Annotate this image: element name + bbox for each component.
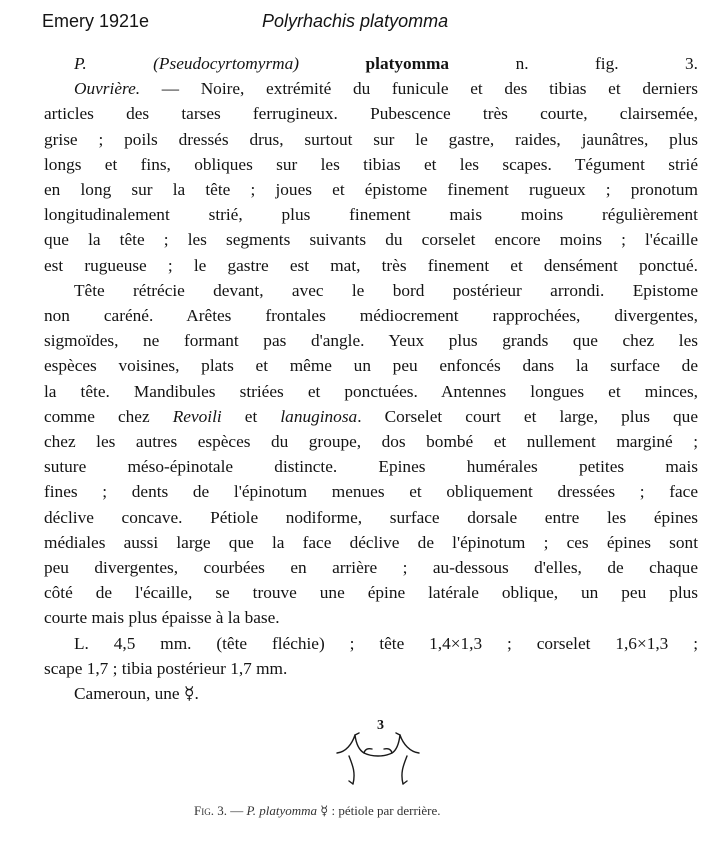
text-line: la tête. Mandibules striées et ponctuées. Antennes longues et minces, bbox=[44, 381, 698, 401]
text-line: côté de l'écaille, se trouve une épine latérale oblique, un peu plus bbox=[44, 583, 698, 603]
species-name: platyomma bbox=[365, 54, 450, 73]
line-fragment: comme chez bbox=[44, 406, 173, 426]
text-line: suture méso-épinotale distincte. Epines humérales petites mais bbox=[44, 457, 698, 477]
text-line: non caréné. Arêtes frontales médiocrement rapprochées, divergentes, bbox=[44, 306, 698, 326]
text-line: espèces voisines, plats et même un peu enfoncés dans la surface de bbox=[44, 356, 698, 376]
text-line: articles des tarses ferrugineux. Pubescence très courte, clairsemée, bbox=[44, 104, 698, 124]
measurements-line: L. 4,5 mm. (tête fléchie) ; tête 1,4×1,3 ; corselet 1,6×1,3 ; bbox=[74, 633, 698, 653]
text-line: longs et fins, obliques sur les tibias et les scapes. Tégument strié bbox=[44, 154, 698, 174]
text-line: peu divergentes, courbées en arrière ; au-dessous d'elles, de chaque bbox=[44, 558, 698, 578]
caption-dash: — bbox=[226, 803, 247, 818]
body-text bbox=[44, 51, 698, 706]
figure-number: 3 bbox=[377, 718, 384, 733]
running-header-author: Emery 1921e bbox=[42, 11, 150, 31]
text-line bbox=[44, 404, 698, 429]
line-fragment: — Noire, extrémité du funicule et des tibias et derniers bbox=[140, 79, 698, 99]
measurements-line: scape 1,7 ; tibia postérieur 1,7 mm. bbox=[44, 658, 288, 678]
caption-fig: Fig. 3. bbox=[194, 803, 227, 818]
subgenus: (Pseudocyrtomyrma) bbox=[153, 54, 300, 73]
species-ref-lanuginosa: lanuginosa bbox=[280, 406, 358, 426]
text-line: médiales aussi large que la face déclive de l'épinotum ; ces épines sont bbox=[44, 532, 698, 552]
text-line: chez les autres espèces du groupe, dos bombé et nullement marginé ; bbox=[44, 432, 698, 452]
line-fragment: et bbox=[221, 406, 281, 426]
species-ref-revoili: Revoili bbox=[172, 406, 222, 426]
species-heading bbox=[44, 51, 698, 76]
locality-line: Cameroun, une ☿. bbox=[74, 684, 199, 704]
text-line: courte mais plus épaisse à la base. bbox=[44, 608, 280, 628]
text-line: déclive concave. Pétiole nodiforme, surface dorsale entre les épines bbox=[44, 507, 698, 527]
petiole-figure bbox=[328, 730, 428, 790]
text-line: en long sur la tête ; joues et épistome finement rugueux ; pronotum bbox=[44, 180, 698, 200]
text-line: que la tête ; les segments suivants du corselet encore moins ; l'écaille bbox=[44, 230, 698, 250]
text-line: longitudinalement strié, plus finement mais moins régulièrement bbox=[44, 205, 698, 225]
genus: P. bbox=[74, 54, 87, 73]
text-line: sigmoïdes, ne formant pas d'angle. Yeux plus grands que chez les bbox=[44, 331, 698, 351]
caption-rest: : pétiole par derrière. bbox=[328, 803, 441, 818]
text-line: fines ; dents de l'épinotum menues et obliquement dressées ; face bbox=[44, 482, 698, 502]
text-line: est rugueuse ; le gastre est mat, très finement et densément ponctué. bbox=[44, 255, 698, 275]
text-line: grise ; poils dressés drus, surtout sur le gastre, raides, jaunâtres, plus bbox=[44, 129, 698, 149]
caste-label: Ouvrière. bbox=[74, 79, 141, 99]
figure-caption bbox=[194, 803, 441, 819]
caption-symbol: ☿ bbox=[317, 803, 329, 818]
running-header-species: Polyrhachis platyomma bbox=[262, 11, 449, 31]
text-line: Tête rétrécie devant, avec le bord postérieur arrondi. Epistome bbox=[74, 280, 698, 300]
heading-tail: n. fig. 3. bbox=[449, 54, 698, 73]
caption-species: P. platyomma bbox=[246, 803, 318, 818]
text-line bbox=[44, 76, 698, 101]
line-fragment: . Corselet court et large, plus que bbox=[357, 406, 698, 426]
